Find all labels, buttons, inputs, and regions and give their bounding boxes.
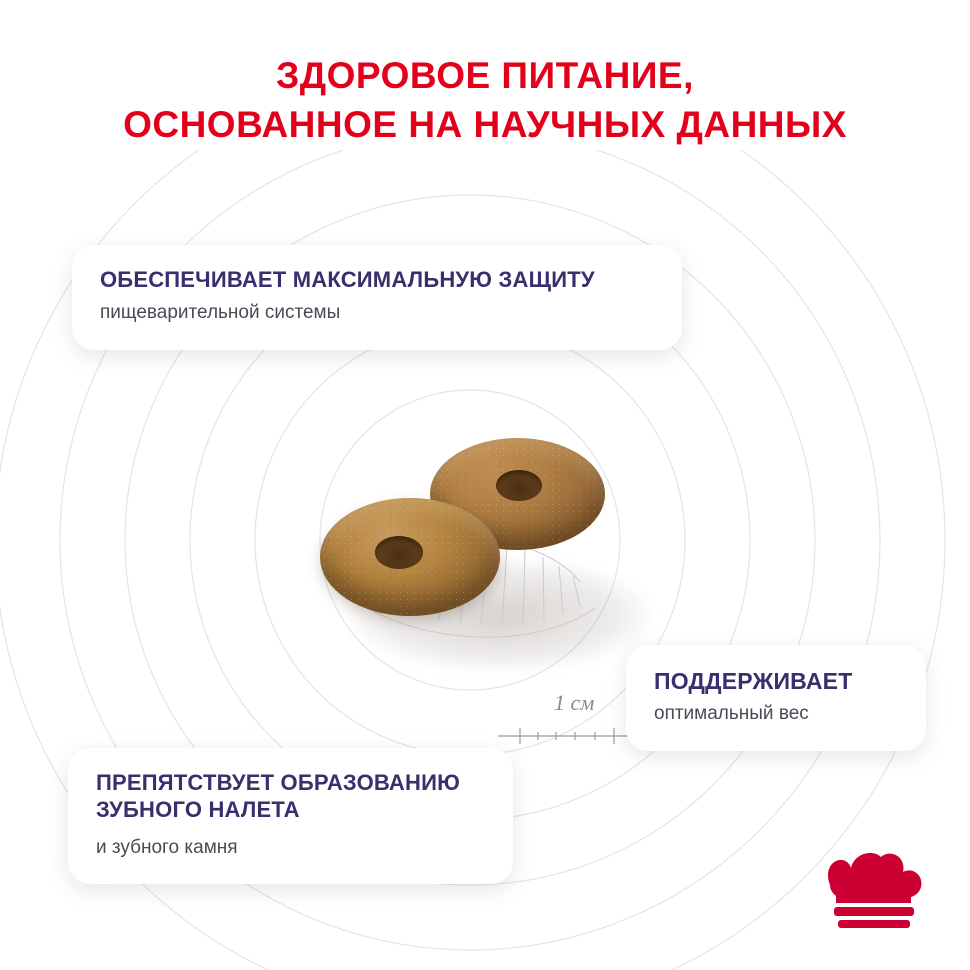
page-title [0,52,970,150]
page-title-line-2: ОСНОВАННОЕ НА НАУЧНЫХ ДАННЫХ [123,103,847,145]
kibble-piece-front [320,498,500,616]
royal-canin-crown-logo [816,841,936,936]
callout-teeth-subtext: и зубного камня [96,836,238,858]
page-title-line-1: ЗДОРОВОЕ ПИТАНИЕ, [276,55,694,96]
callout-weight-heading: ПОДДЕРЖИВАЕТ [654,668,853,694]
callout-dental-plaque [68,748,513,884]
callout-teeth-heading: ПРЕПЯТСТВУЕТ ОБРАЗОВАНИЮ ЗУБНОГО НАЛЕТА [96,770,460,822]
kibble-hole [496,470,542,501]
callout-digestive-protection [72,245,682,350]
callout-digestive-heading: ОБЕСПЕЧИВАЕТ МАКСИМАЛЬНУЮ ЗАЩИТУ [100,267,595,292]
callout-optimal-weight [626,645,926,751]
kibble-hole [375,536,423,569]
callout-weight-subtext: оптимальный вес [654,703,809,725]
scale-label: 1 см [554,690,595,715]
callout-digestive-subtext: пищеварительной системы [100,301,341,323]
